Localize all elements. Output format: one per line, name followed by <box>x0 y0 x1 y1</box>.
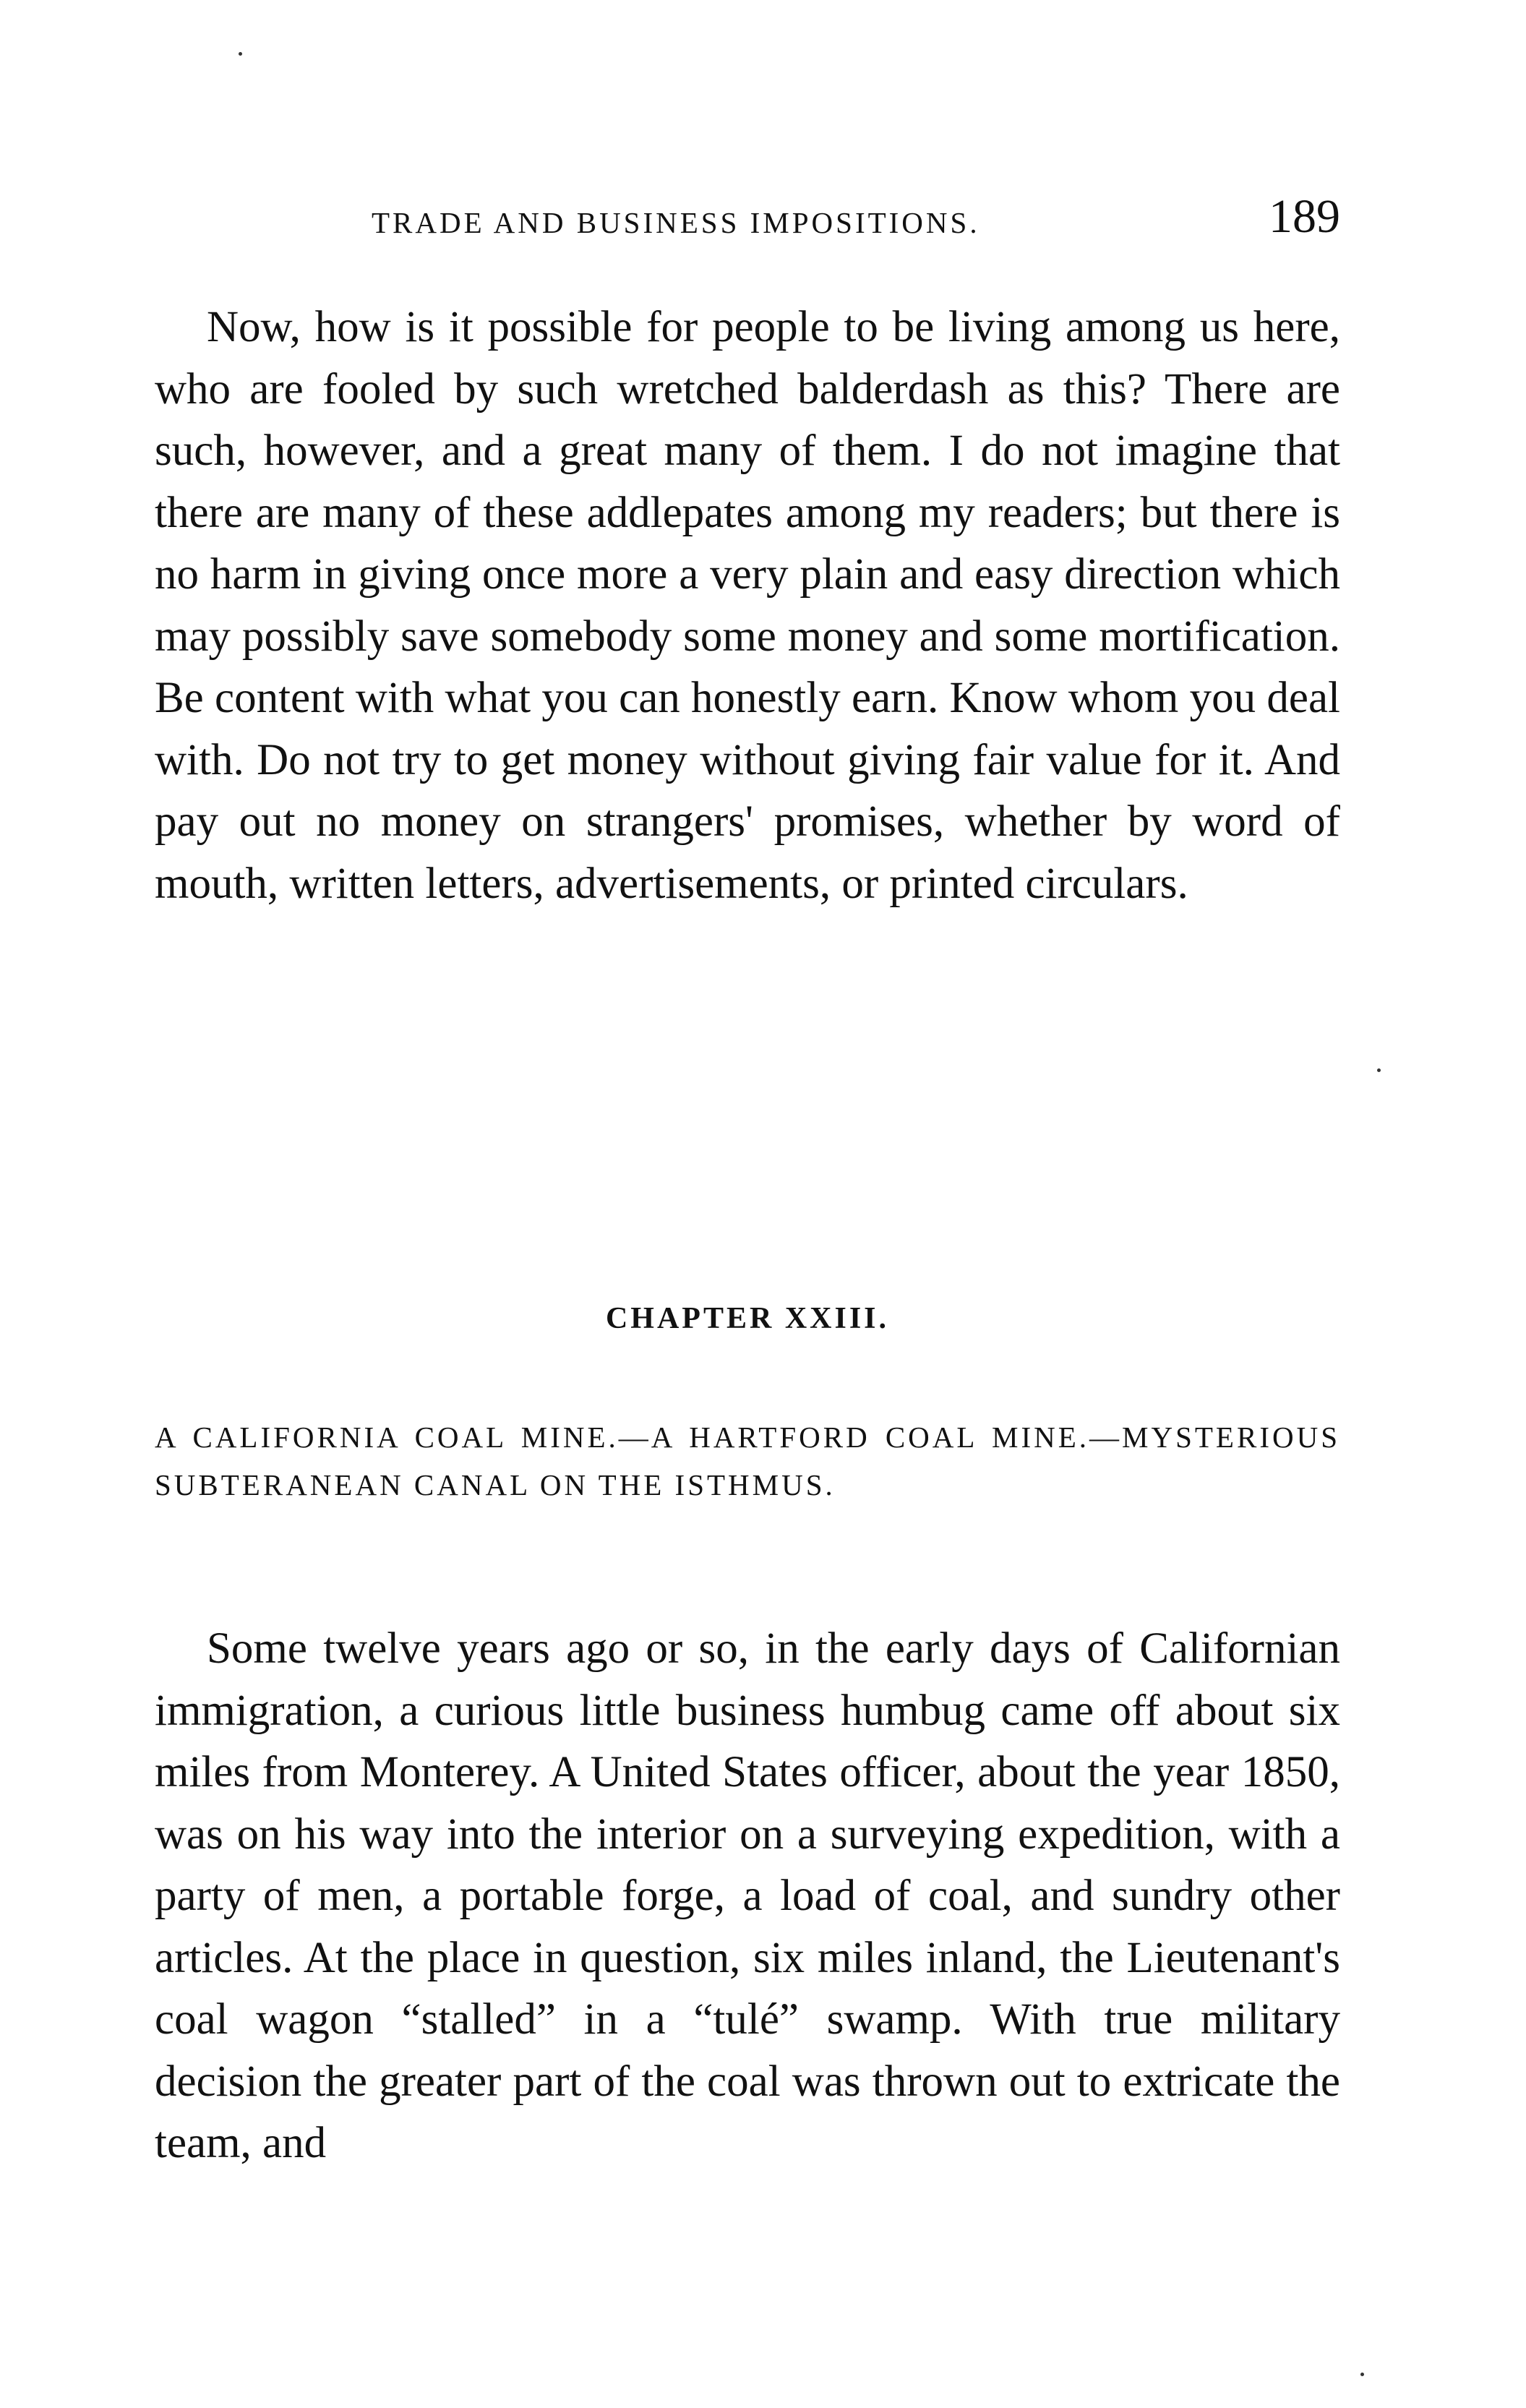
running-title: TRADE AND BUSINESS IMPOSITIONS. <box>372 206 980 239</box>
paragraph-second: Some twelve years ago or so, in the early days of Californian immigration, a curious little business humbug came off about six miles from Monterey. A United States officer, about the year 1850, was on his way into the interior on a surveying expedition, with a party of men, a portable forge, a load of coal, and sundry other articles. At the place in question, six miles inland, the Lieutenant's coal wagon “stalled” in a “tulé” swamp. With true military decision the greater part of the coal was thrown out to extricate the team, and <box>155 1624 1340 2167</box>
chapter-heading: CHAPTER XXIII. <box>605 1302 890 1335</box>
print-speck <box>239 52 242 56</box>
chapter-summary: A CALIFORNIA COAL MINE.—A HARTFORD COAL MINE.—MYSTERIOUS SUBTERANEAN CANAL ON THE ISTHMUS. <box>155 1421 1340 1501</box>
paragraph-first: Now, how is it possible for people to be living among us here, who are fooled by such wretched balderdash as this? There are such, however, and a great many of them. I do not imagine that there are many of these addlepates among my readers; but there is no harm in giving once more a very plain and easy direction which may possibly save somebody some money and some mortification. Be content with what you can honestly earn. Know whom you deal with. Do not try to get money without giving fair value for it. And pay out no money on strangers' promises, whether by word of mouth, written letters, advertisements, or printed circulars. <box>155 303 1340 908</box>
print-speck <box>1377 1068 1381 1072</box>
print-speck <box>1360 2373 1364 2376</box>
page-number: 189 <box>1269 190 1340 243</box>
running-head <box>155 189 1340 247</box>
